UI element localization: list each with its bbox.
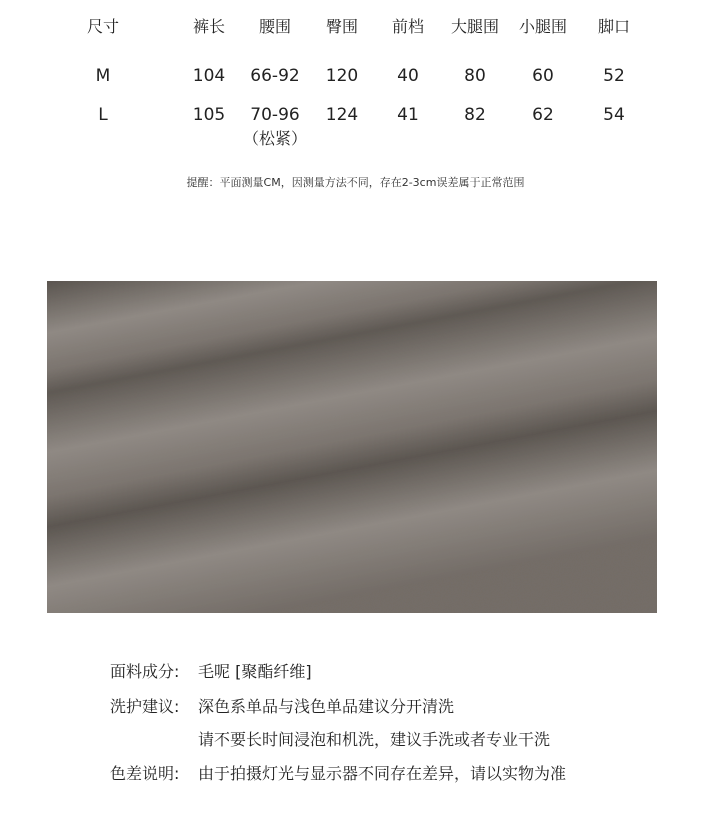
row-m-hem: 52: [603, 66, 625, 86]
header-calf: 小腿围: [518, 17, 568, 36]
color-diff-value: 由于拍摄灯光与显示器不同存在差异，请以实物为准: [198, 764, 567, 783]
row-m-length: 104: [192, 66, 226, 86]
fabric-texture-image: [47, 281, 657, 613]
table-header-row: [0, 15, 711, 45]
care-value-2: 请不要长时间浸泡和机洗，建议手洗或者专业干洗: [198, 730, 551, 749]
row-l-thigh: 82: [464, 105, 486, 125]
table-row: [0, 64, 711, 94]
row-m-calf: 60: [532, 66, 554, 86]
material-line: [110, 660, 312, 684]
material-value: 毛呢 [聚酯纤维]: [198, 662, 312, 681]
measurement-note: 提醒：平面测量CM，因测量方法不同，存在2-3cm误差属于正常范围: [186, 176, 525, 189]
care-line-2: [198, 728, 550, 752]
row-l-waist: 70-96: [250, 105, 300, 125]
care-label: 洗护建议:: [110, 697, 180, 716]
row-l-front-rise: 41: [397, 105, 419, 125]
header-hem: 脚口: [597, 17, 631, 36]
row-m-front-rise: 40: [397, 66, 419, 86]
row-l-hip: 124: [325, 105, 359, 125]
color-diff-line: [110, 762, 566, 786]
row-l-length: 105: [192, 105, 226, 125]
row-m-waist: 66-92: [250, 66, 300, 86]
header-size: 尺寸: [86, 17, 120, 36]
color-diff-label: 色差说明:: [110, 764, 180, 783]
fabric-photo: [47, 281, 657, 613]
care-line: [110, 695, 454, 719]
waist-elastic-note: （松紧）: [242, 129, 308, 148]
row-m-size: M: [95, 66, 111, 86]
header-length: 裤长: [192, 17, 226, 36]
row-l-size: L: [98, 105, 108, 125]
header-waist: 腰围: [258, 17, 292, 36]
header-front-rise: 前档: [391, 17, 425, 36]
row-m-thigh: 80: [464, 66, 486, 86]
material-label: 面料成分:: [110, 662, 180, 681]
header-hip: 臀围: [325, 17, 359, 36]
care-value-1: 深色系单品与浅色单品建议分开清洗: [198, 697, 455, 716]
waist-note-row: [0, 127, 711, 157]
header-thigh: 大腿围: [450, 17, 500, 36]
row-m-hip: 120: [325, 66, 359, 86]
row-l-calf: 62: [532, 105, 554, 125]
row-l-hem: 54: [603, 105, 625, 125]
